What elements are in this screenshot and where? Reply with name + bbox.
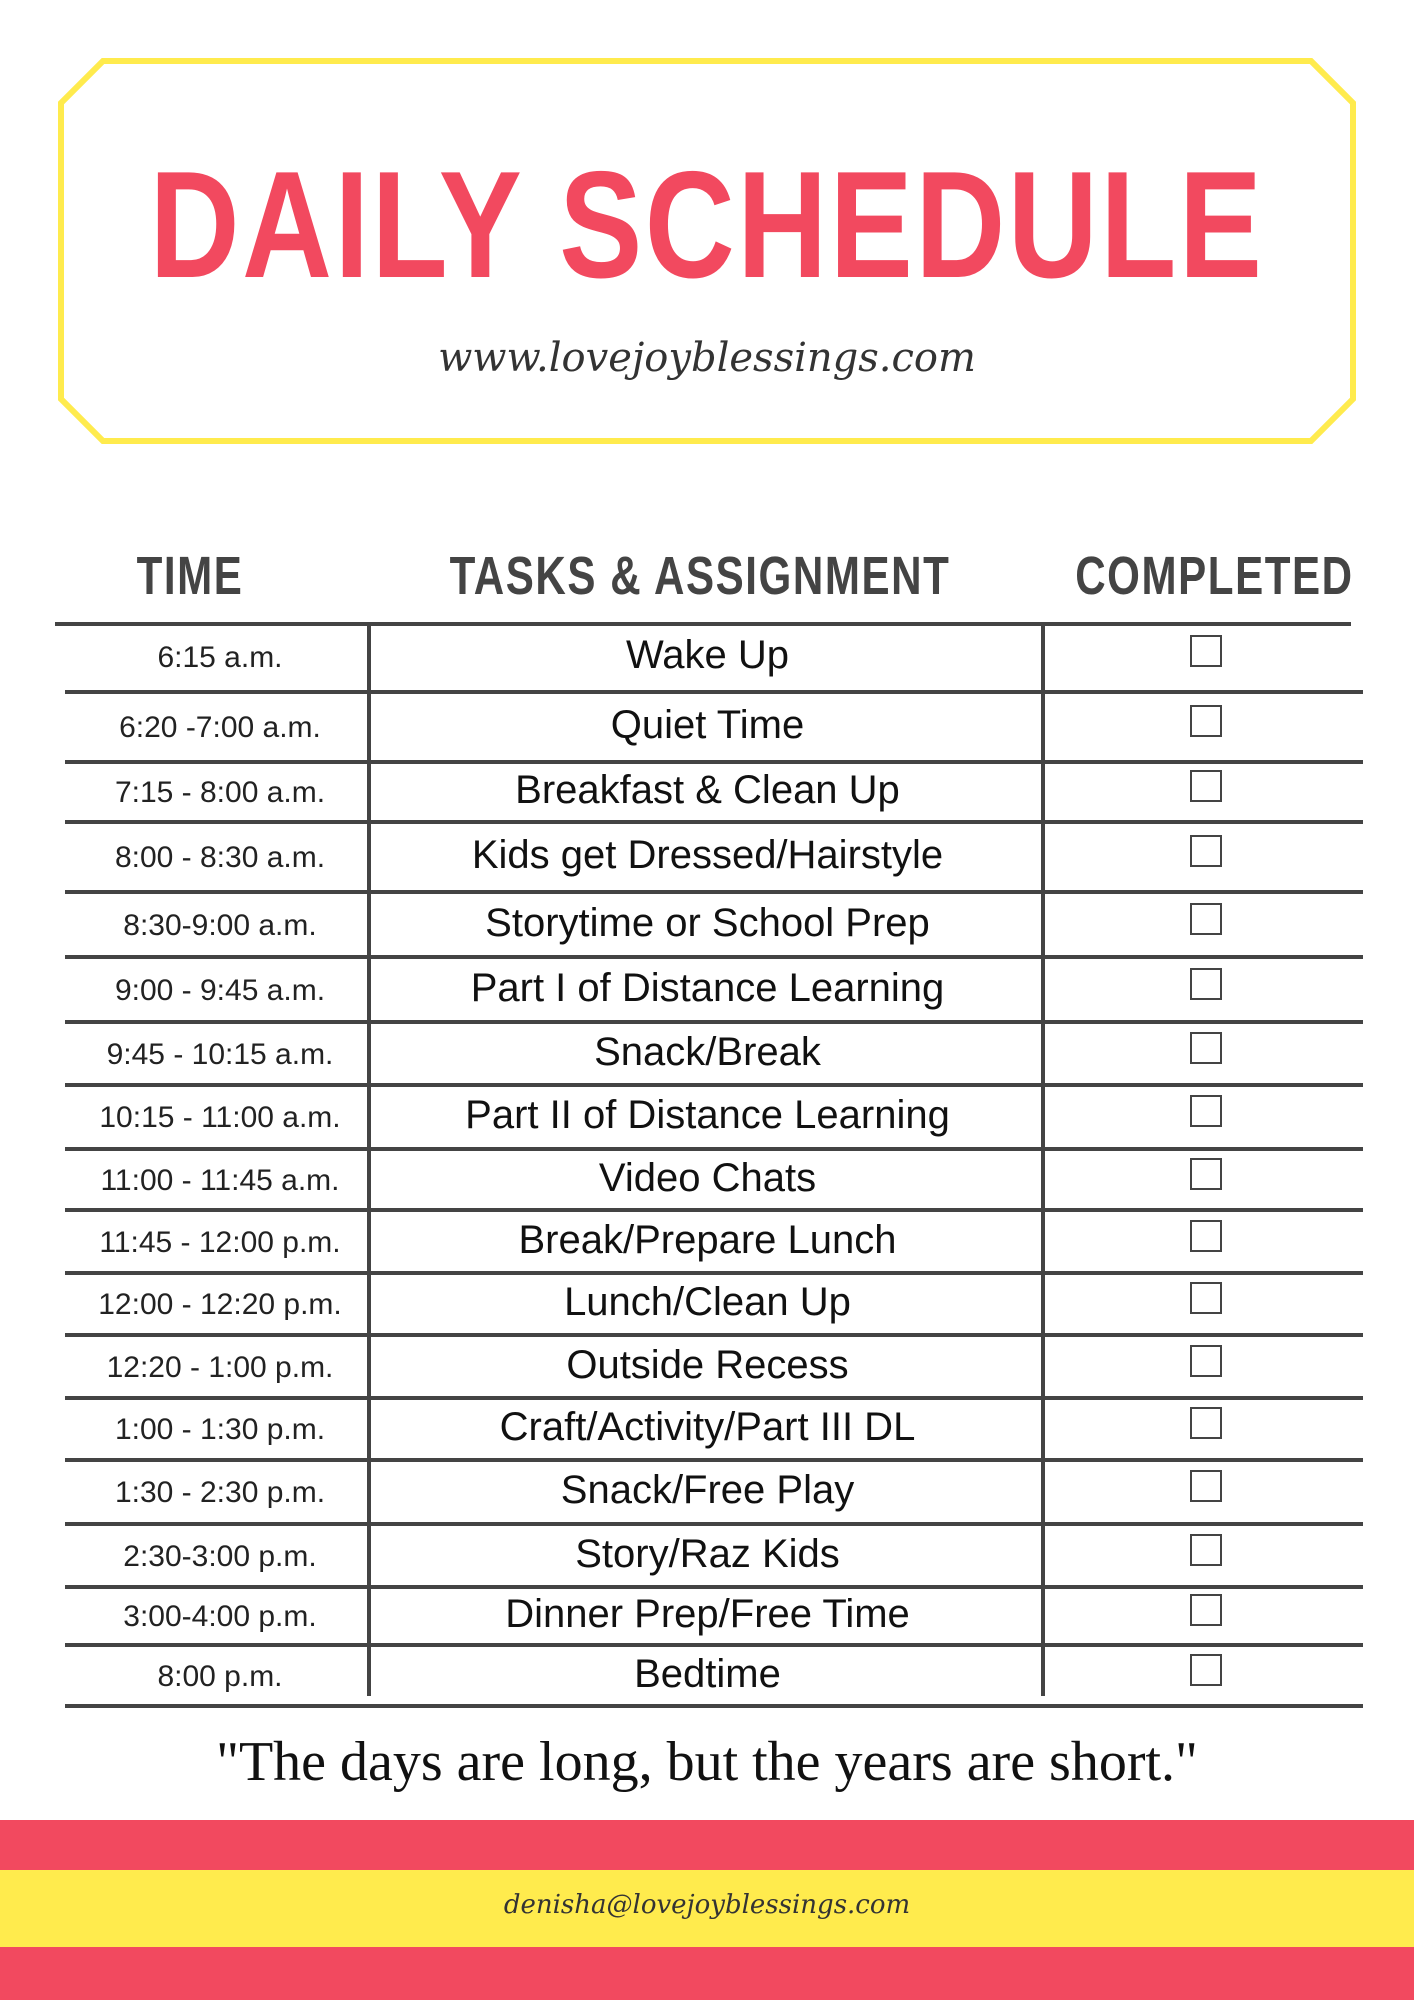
row-divider — [65, 1147, 1363, 1151]
row-divider — [65, 1585, 1363, 1589]
footer-email: denisha@lovejoyblessings.com — [503, 1890, 911, 1920]
row-divider — [65, 690, 1363, 694]
row-divider — [65, 760, 1363, 764]
completed-checkbox[interactable] — [1190, 835, 1222, 867]
time-cell: 8:00 p.m. — [157, 1659, 283, 1693]
completed-checkbox[interactable] — [1190, 1345, 1222, 1377]
row-divider — [65, 1704, 1363, 1708]
completed-checkbox[interactable] — [1190, 1594, 1222, 1626]
row-divider — [65, 1208, 1363, 1212]
time-cell: 1:30 - 2:30 p.m. — [114, 1476, 326, 1509]
completed-checkbox[interactable] — [1190, 1158, 1222, 1190]
footer-band-top — [0, 1820, 1414, 1870]
row-divider — [65, 890, 1363, 894]
column-header-time: TIME — [136, 546, 244, 606]
completed-checkbox[interactable] — [1190, 1032, 1222, 1064]
task-cell: Part II of Distance Learning — [465, 1093, 950, 1137]
column-header-tasks: TASKS & ASSIGNMENT — [449, 546, 951, 606]
task-cell: Lunch/Clean Up — [564, 1280, 851, 1324]
task-cell: Part I of Distance Learning — [470, 965, 945, 1010]
task-cell: Wake Up — [625, 633, 789, 677]
completed-checkbox[interactable] — [1190, 1407, 1222, 1439]
time-cell: 8:00 - 8:30 a.m. — [114, 841, 326, 874]
completed-checkbox[interactable] — [1190, 770, 1222, 802]
row-divider — [65, 1333, 1363, 1337]
time-cell: 12:20 - 1:00 p.m. — [106, 1350, 334, 1384]
row-divider — [65, 1458, 1363, 1462]
time-cell: 12:00 - 12:20 p.m. — [98, 1288, 342, 1321]
row-divider — [65, 1271, 1363, 1275]
footer-band-bottom — [0, 1947, 1414, 2000]
time-cell: 2:30-3:00 p.m. — [123, 1539, 317, 1573]
completed-checkbox[interactable] — [1190, 635, 1222, 667]
completed-checkbox[interactable] — [1190, 1095, 1222, 1127]
completed-checkbox[interactable] — [1190, 1534, 1222, 1566]
time-cell: 8:30-9:00 a.m. — [123, 908, 317, 942]
completed-checkbox[interactable] — [1190, 968, 1222, 1000]
time-cell: 11:45 - 12:00 p.m. — [99, 1225, 341, 1259]
page-title: DAILY SCHEDULE — [149, 140, 1265, 310]
time-cell: 7:15 - 8:00 a.m. — [114, 776, 326, 809]
time-cell: 9:45 - 10:15 a.m. — [106, 1037, 334, 1071]
time-cell: 3:00-4:00 p.m. — [123, 1600, 317, 1633]
task-cell: Breakfast & Clean Up — [515, 768, 900, 812]
time-cell: 10:15 - 11:00 a.m. — [99, 1101, 341, 1134]
completed-checkbox[interactable] — [1190, 705, 1222, 737]
row-divider — [65, 955, 1363, 959]
task-cell: Kids get Dressed/Hairstyle — [471, 833, 944, 877]
task-cell: Storytime or School Prep — [485, 900, 930, 945]
row-divider — [65, 820, 1363, 824]
time-cell: 11:00 - 11:45 a.m. — [100, 1163, 340, 1197]
website-url: www.lovejoyblessings.com — [438, 335, 976, 381]
task-cell: Story/Raz Kids — [575, 1531, 840, 1576]
time-cell: 6:20 -7:00 a.m. — [119, 711, 321, 744]
time-cell: 6:15 a.m. — [157, 641, 283, 674]
task-cell: Snack/Free Play — [560, 1468, 855, 1512]
completed-checkbox[interactable] — [1190, 1220, 1222, 1252]
task-cell: Craft/Activity/Part III DL — [499, 1405, 916, 1449]
row-divider — [65, 1083, 1363, 1087]
completed-checkbox[interactable] — [1190, 1470, 1222, 1502]
task-cell: Video Chats — [598, 1155, 817, 1200]
quote: "The days are long, but the years are short." — [216, 1731, 1198, 1793]
task-cell: Quiet Time — [610, 703, 805, 747]
row-divider — [65, 1020, 1363, 1024]
time-cell: 1:00 - 1:30 p.m. — [114, 1413, 326, 1446]
header-divider — [55, 622, 1351, 626]
completed-checkbox[interactable] — [1190, 1654, 1222, 1686]
row-divider — [65, 1522, 1363, 1526]
column-header-completed: COMPLETED — [1075, 546, 1354, 606]
task-cell: Snack/Break — [594, 1029, 821, 1074]
row-divider — [65, 1643, 1363, 1647]
task-cell: Break/Prepare Lunch — [518, 1217, 897, 1262]
task-cell: Outside Recess — [566, 1342, 849, 1387]
task-cell: Bedtime — [634, 1651, 781, 1696]
task-cell: Dinner Prep/Free Time — [505, 1592, 910, 1636]
completed-checkbox[interactable] — [1190, 1282, 1222, 1314]
completed-checkbox[interactable] — [1190, 903, 1222, 935]
time-cell: 9:00 - 9:45 a.m. — [114, 973, 326, 1007]
row-divider — [65, 1396, 1363, 1400]
